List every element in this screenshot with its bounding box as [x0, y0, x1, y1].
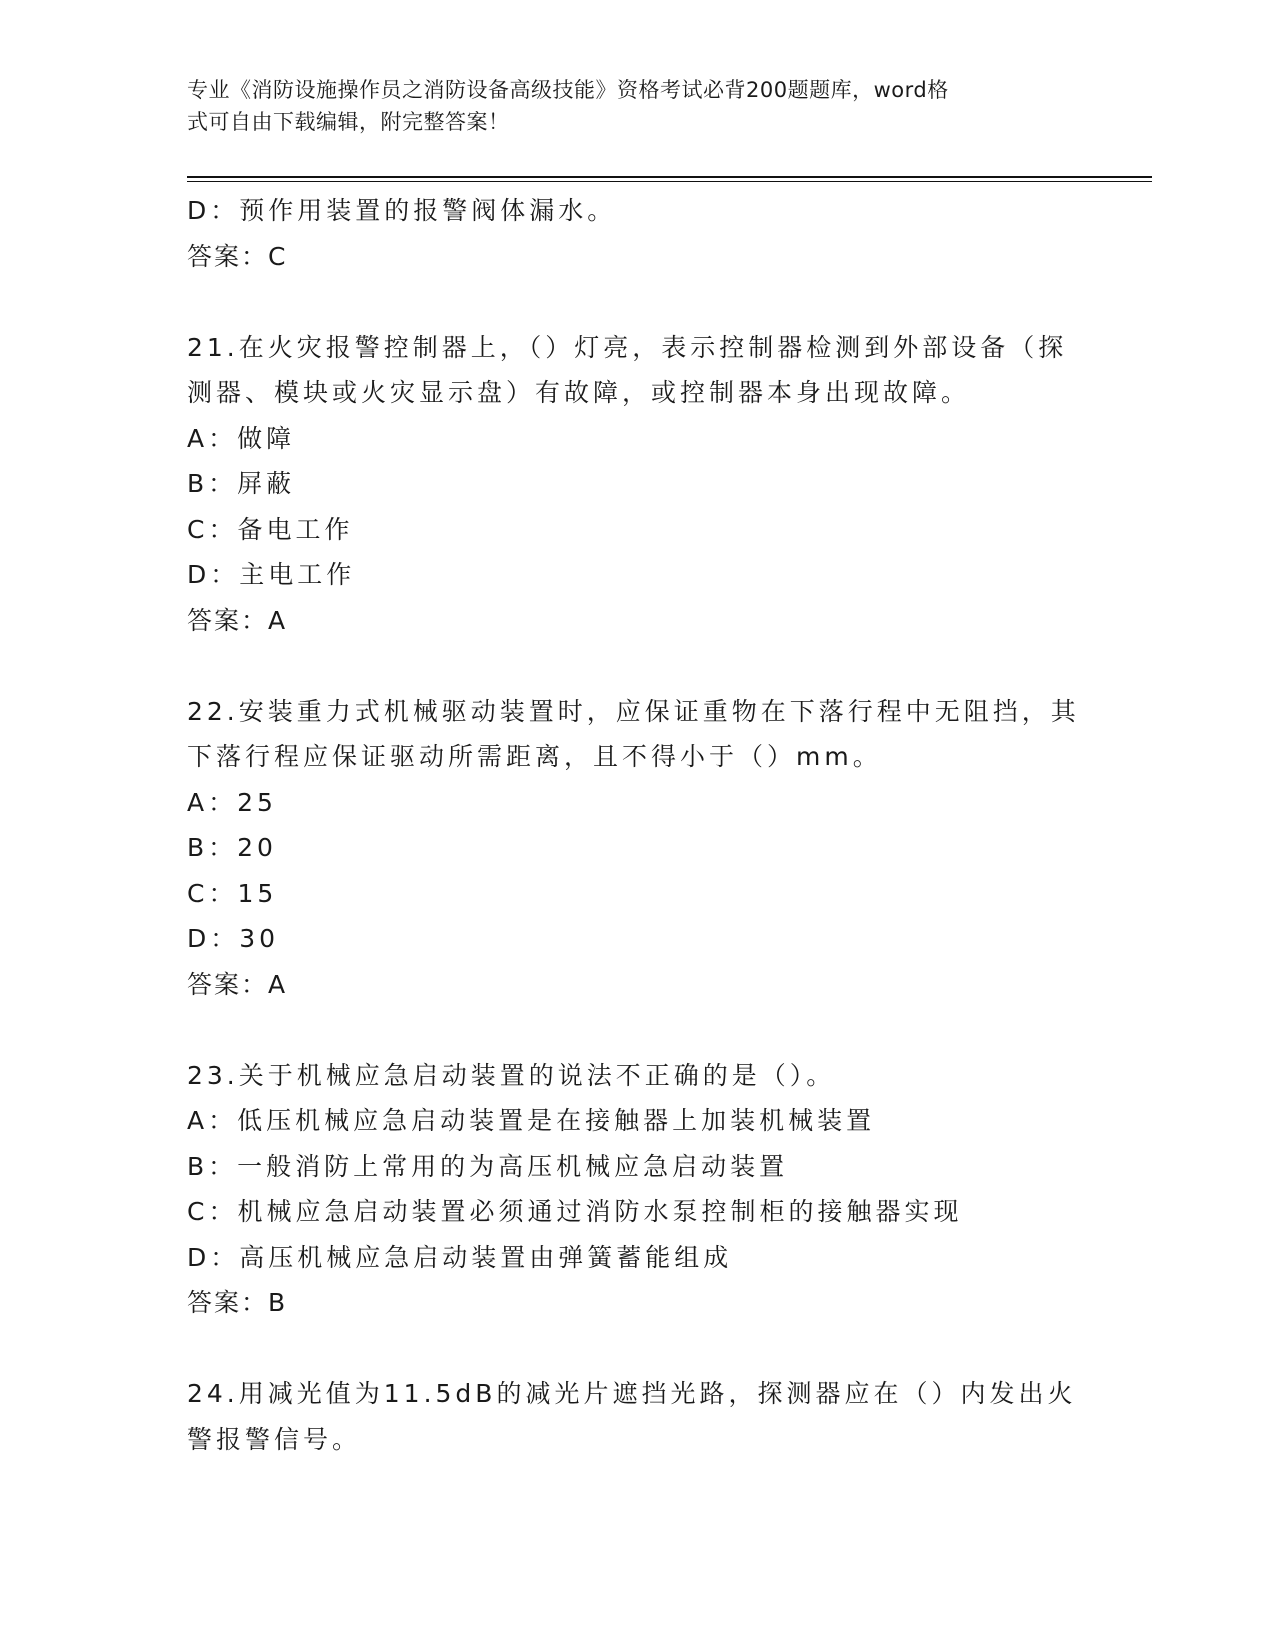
question-24-text-line-1: 24.用减光值为11.5dB的减光片遮挡光路，探测器应在（）内发出火 — [187, 1379, 1077, 1408]
question-22-option-c: C：15 — [187, 878, 278, 908]
header-rule-thick — [187, 176, 1152, 178]
question-22 — [187, 689, 1087, 1008]
spacer — [187, 643, 1087, 689]
question-23 — [187, 1053, 1087, 1326]
question-21-option-c: C：备电工作 — [187, 514, 354, 544]
question-21-text-line-2: 测器、模块或火灾显示盘）有故障，或控制器本身出现故障。 — [187, 378, 971, 407]
spacer — [187, 279, 1087, 325]
question-21-option-b: B：屏蔽 — [187, 469, 296, 498]
question-23-answer: 答案：B — [187, 1288, 288, 1317]
question-21-text-line-1: 21.在火灾报警控制器上，（）灯亮，表示控制器检测到外部设备（探 — [187, 332, 1068, 362]
question-22-text-line-1: 22.安装重力式机械驱动装置时，应保证重物在下落行程中无阻挡，其 — [187, 696, 1080, 726]
prev-answer: 答案：C — [187, 241, 288, 271]
spacer — [187, 1007, 1087, 1053]
question-22-option-d: D：30 — [187, 924, 280, 953]
question-21-option-a: A：做障 — [187, 423, 296, 453]
question-content — [187, 188, 1087, 1462]
prev-option-d: D：预作用装置的报警阀体漏水。 — [187, 196, 617, 225]
question-23-option-c: C：机械应急启动装置必须通过消防水泵控制柜的接触器实现 — [187, 1197, 963, 1226]
question-21-option-d: D：主电工作 — [187, 560, 356, 589]
header-line-1: 专业《消防设施操作员之消防设备高级技能》资格考试必背200题题库，word格 — [187, 78, 949, 102]
question-22-text-line-2: 下落行程应保证驱动所需距离，且不得小于（）mm。 — [187, 742, 882, 771]
spacer — [187, 1326, 1087, 1372]
question-22-answer: 答案：A — [187, 969, 288, 999]
question-22-option-b: B：20 — [187, 833, 277, 862]
question-23-option-a: A：低压机械应急启动装置是在接触器上加装机械装置 — [187, 1106, 876, 1135]
header-line-2: 式可自由下载编辑，附完整答案！ — [187, 110, 510, 134]
document-header — [187, 74, 1067, 138]
question-23-option-d: D：高压机械应急启动装置由弹簧蓄能组成 — [187, 1242, 733, 1272]
question-21-answer: 答案：A — [187, 605, 288, 635]
header-rule-thin — [187, 181, 1152, 182]
question-21 — [187, 325, 1087, 644]
question-22-option-a: A：25 — [187, 787, 277, 817]
question-24 — [187, 1371, 1087, 1462]
question-24-text-line-2: 警报警信号。 — [187, 1424, 362, 1454]
question-23-text-line-1: 23.关于机械应急启动装置的说法不正确的是（）。 — [187, 1060, 836, 1090]
question-23-option-b: B：一般消防上常用的为高压机械应急启动装置 — [187, 1151, 789, 1181]
